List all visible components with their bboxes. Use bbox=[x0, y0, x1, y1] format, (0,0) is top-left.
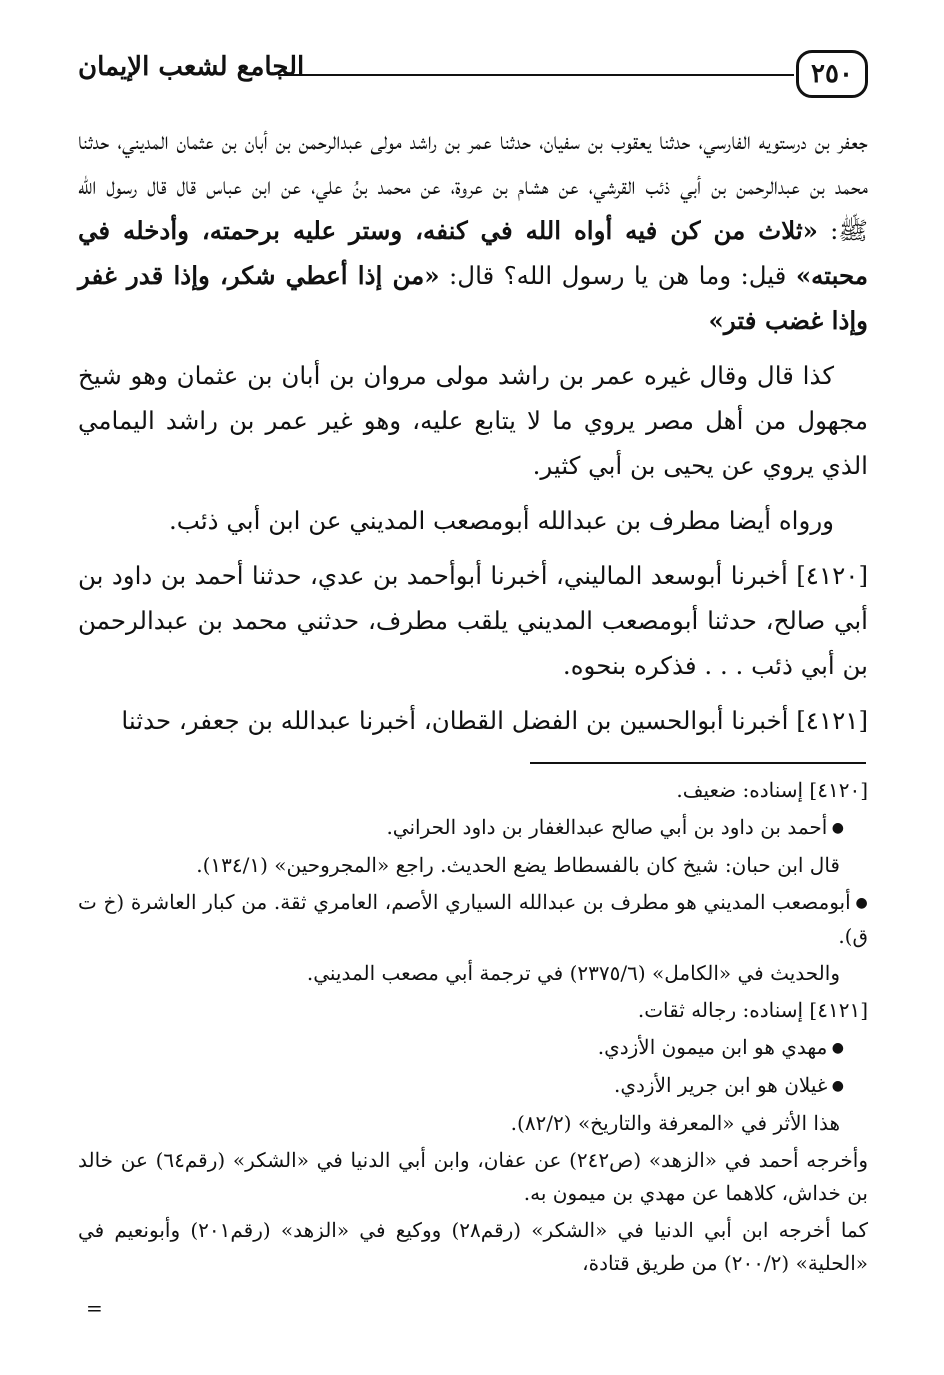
footnote-line: والحديث في «الكامل» (٢٣٧٥/٦) في ترجمة أبي مصعب المديني. bbox=[306, 961, 840, 985]
footnote-bullet: ● غيلان هو ابن جرير الأزدي. bbox=[78, 1069, 868, 1103]
page-number: ٢٥٠ bbox=[796, 50, 868, 98]
header-rule bbox=[278, 74, 794, 76]
continuation-mark: = bbox=[86, 1296, 103, 1320]
footnote-bullet: ● مهدي هو ابن ميمون الأزدي. bbox=[78, 1031, 868, 1065]
footnote-line: كما أخرجه ابن أبي الدنيا في «الشكر» (رقم٢٨) ووكيع في «الزهد» (رقم٢٠١) وأبونعيم في «الحلية» (٢٠٠/٢) من طريق قتادة، bbox=[78, 1218, 869, 1275]
hadith-quote-2: «من إذا أعطي شكر، وإذا قدر غفر وإذا غضب فتر» bbox=[78, 261, 868, 335]
paragraph-4121: [٤١٢١] أخبرنا أبوالحسين بن الفضل القطان، أخبرنا عبدالله بن جعفر، حدثنا bbox=[121, 706, 868, 735]
footnote-rule bbox=[530, 762, 866, 764]
question-text: قيل: وما هن يا رسول الله؟ قال: bbox=[449, 261, 787, 290]
footnote-bullet: ● أبومصعب المديني هو مطرف بن عبدالله السياري الأصم، العامري ثقة. من كبار العاشرة (خ ت ق). bbox=[78, 886, 868, 953]
paragraph-commentary: كذا قال وقال غيره عمر بن راشد مولى مروان بن أبان بن عثمان وهو شيخ مجهول من أهل مصر يروي ما لا يتابع عليه، وهو غير عمر بن راشد اليمامي الذي يروي عن يحيى بن أبي كثير. bbox=[78, 361, 868, 480]
hadith-quote-1: «ثلاث من كن فيه أواه الله في كنفه، وستر عليه برحمته، وأدخله في محبته» bbox=[78, 216, 868, 290]
footnote-4120-head: [٤١٢٠] إسناده: ضعيف. bbox=[676, 778, 868, 802]
page-header bbox=[78, 42, 868, 102]
footnote-note: قال ابن حبان: شيخ كان بالفسطاط يضع الحديث. راجع «المجروحين» (١٣٤/١). bbox=[196, 853, 840, 877]
footnotes bbox=[78, 774, 868, 1284]
paragraph-4120: [٤١٢٠] أخبرنا أبوسعد الماليني، أخبرنا أبوأحمد بن عدي، حدثنا أحمد بن داود بن أبي صالح، حدثنا أبومصعب المديني يلقب مطرف، حدثني محمد بن عبدالرحمن بن أبي ذئب . . . فذكره بنحوه. bbox=[78, 561, 868, 680]
footnote-line: هذا الأثر في «المعرفة والتاريخ» (٨٢/٢). bbox=[510, 1111, 840, 1135]
footnote-line: وأخرجه أحمد في «الزهد» (ص٢٤٢) عن عفان، وابن أبي الدنيا في «الشكر» (رقم٦٤) عن خالد بن خداش، كلاهما عن مهدي بن ميمون به. bbox=[78, 1148, 868, 1205]
isnad-text: جعفر بن درستويه الفارسي، حدثنا يعقوب بن سفيان، حدثنا عمر بن راشد مولى عبدالرحمن بن أبان بن عثمان المديني، حدثنا محمد بن عبدالرحمن بن أبي ذئب القرشي، عن هشام بن عروة، عن محمد بنُ علي، عن ابن عباس قال قال رسول الله ﷺ: bbox=[78, 126, 868, 245]
paragraph-hadith bbox=[78, 118, 868, 343]
paragraph-alt-narration: ورواه أيضا مطرف بن عبدالله أبومصعب المديني عن ابن أبي ذئب. bbox=[169, 506, 834, 535]
footnote-4121-head: [٤١٢١] إسناده: رجاله ثقات. bbox=[637, 998, 868, 1022]
footnote-bullet: ● أحمد بن داود بن أبي صالح عبدالغفار بن داود الحراني. bbox=[78, 811, 868, 845]
running-title: الجامع لشعب الإيمان bbox=[78, 52, 305, 82]
main-text bbox=[78, 118, 868, 753]
